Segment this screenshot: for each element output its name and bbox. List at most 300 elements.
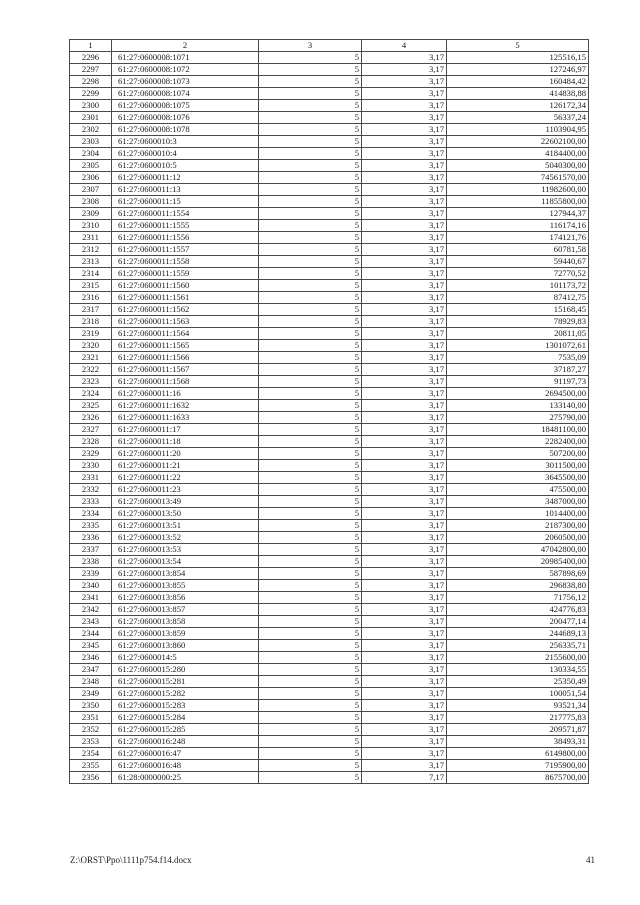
rate-cell: 3,17 [362,52,447,64]
group-cell: 5 [259,112,362,124]
value-cell: 74561570,00 [447,172,589,184]
rate-cell: 3,17 [362,664,447,676]
row-number-cell: 2304 [70,148,112,160]
value-cell: 256335,71 [447,640,589,652]
cadastral-number-cell: 61:27:0600008:1071 [112,52,259,64]
rate-cell: 3,17 [362,568,447,580]
table-row [70,772,589,784]
group-cell: 5 [259,544,362,556]
row-number-cell: 2311 [70,232,112,244]
row-number-cell: 2348 [70,676,112,688]
group-cell: 5 [259,352,362,364]
group-cell: 5 [259,100,362,112]
row-number-cell: 2342 [70,604,112,616]
row-number-cell: 2308 [70,196,112,208]
rate-cell: 3,17 [362,76,447,88]
cadastral-number-cell: 61:27:0600011:1633 [112,412,259,424]
group-cell: 5 [259,364,362,376]
cadastral-number-cell: 61:27:0600011:1558 [112,256,259,268]
table-row [70,400,589,412]
rate-cell: 3,17 [362,484,447,496]
table-row [70,604,589,616]
rate-cell: 3,17 [362,736,447,748]
value-cell: 3645500,00 [447,472,589,484]
rate-cell: 3,17 [362,232,447,244]
row-number-cell: 2328 [70,436,112,448]
rate-cell: 3,17 [362,760,447,772]
value-cell: 127944,37 [447,208,589,220]
column-header-2: 2 [112,40,259,52]
table-row [70,256,589,268]
row-number-cell: 2353 [70,736,112,748]
value-cell: 1014400,00 [447,508,589,520]
table-row [70,676,589,688]
value-cell: 1301072,61 [447,340,589,352]
rate-cell: 3,17 [362,580,447,592]
rate-cell: 3,17 [362,292,447,304]
value-cell: 116174,16 [447,220,589,232]
cadastral-number-cell: 61:27:0600015:282 [112,688,259,700]
value-cell: 296838,80 [447,580,589,592]
rate-cell: 3,17 [362,220,447,232]
value-cell: 126172,34 [447,100,589,112]
rate-cell: 3,17 [362,520,447,532]
group-cell: 5 [259,412,362,424]
cadastral-number-cell: 61:27:0600013:860 [112,640,259,652]
value-cell: 15168,45 [447,304,589,316]
value-cell: 217775,83 [447,712,589,724]
table-row [70,628,589,640]
cadastral-number-cell: 61:27:0600011:1563 [112,316,259,328]
cadastral-number-cell: 61:27:0600011:1562 [112,304,259,316]
group-cell: 5 [259,184,362,196]
rate-cell: 3,17 [362,424,447,436]
value-cell: 2694500,00 [447,388,589,400]
value-cell: 6149800,00 [447,748,589,760]
value-cell: 2282400,00 [447,436,589,448]
group-cell: 5 [259,592,362,604]
rate-cell: 3,17 [362,124,447,136]
group-cell: 5 [259,676,362,688]
row-number-cell: 2324 [70,388,112,400]
row-number-cell: 2297 [70,64,112,76]
cadastral-number-cell: 61:27:0600013:53 [112,544,259,556]
group-cell: 5 [259,316,362,328]
cadastral-number-cell: 61:27:0600011:1567 [112,364,259,376]
row-number-cell: 2329 [70,448,112,460]
table-row [70,652,589,664]
rate-cell: 3,17 [362,184,447,196]
group-cell: 5 [259,232,362,244]
row-number-cell: 2343 [70,616,112,628]
rate-cell: 3,17 [362,328,447,340]
rate-cell: 3,17 [362,340,447,352]
group-cell: 5 [259,196,362,208]
value-cell: 209571,87 [447,724,589,736]
table-row [70,688,589,700]
group-cell: 5 [259,136,362,148]
row-number-cell: 2323 [70,376,112,388]
cadastral-number-cell: 61:27:0600011:17 [112,424,259,436]
column-header-5: 5 [447,40,589,52]
rate-cell: 3,17 [362,712,447,724]
group-cell: 5 [259,520,362,532]
cadastral-number-cell: 61:27:0600008:1075 [112,100,259,112]
cadastral-number-cell: 61:27:0600010:4 [112,148,259,160]
row-number-cell: 2310 [70,220,112,232]
row-number-cell: 2313 [70,256,112,268]
value-cell: 93521,34 [447,700,589,712]
value-cell: 507200,00 [447,448,589,460]
table-row [70,484,589,496]
value-cell: 3011500,00 [447,460,589,472]
value-cell: 125516,15 [447,52,589,64]
rate-cell: 3,17 [362,100,447,112]
cadastral-number-cell: 61:27:0600016:47 [112,748,259,760]
table-row [70,712,589,724]
cadastral-number-cell: 61:27:0600016:48 [112,760,259,772]
rate-cell: 3,17 [362,544,447,556]
table-row [70,172,589,184]
row-number-cell: 2321 [70,352,112,364]
value-cell: 475500,00 [447,484,589,496]
table-row [70,496,589,508]
value-cell: 1103904,95 [447,124,589,136]
row-number-cell: 2351 [70,712,112,724]
cadastral-number-cell: 61:27:0600011:1555 [112,220,259,232]
value-cell: 3487000,00 [447,496,589,508]
group-cell: 5 [259,640,362,652]
value-cell: 37187,27 [447,364,589,376]
value-cell: 8675700,00 [447,772,589,784]
value-cell: 72770,52 [447,268,589,280]
table-row [70,208,589,220]
rate-cell: 3,17 [362,148,447,160]
rate-cell: 3,17 [362,376,447,388]
group-cell: 5 [259,340,362,352]
rate-cell: 3,17 [362,460,447,472]
table-row [70,472,589,484]
cadastral-number-cell: 61:27:0600014:5 [112,652,259,664]
cadastral-number-cell: 61:27:0600011:21 [112,460,259,472]
cadastral-number-cell: 61:27:0600015:280 [112,664,259,676]
table-row [70,244,589,256]
rate-cell: 3,17 [362,64,447,76]
row-number-cell: 2326 [70,412,112,424]
rate-cell: 3,17 [362,136,447,148]
cadastral-number-cell: 61:27:0600013:51 [112,520,259,532]
cadastral-number-cell: 61:27:0600011:18 [112,436,259,448]
row-number-cell: 2316 [70,292,112,304]
group-cell: 5 [259,448,362,460]
value-cell: 71756,12 [447,592,589,604]
cadastral-number-cell: 61:27:0600015:281 [112,676,259,688]
cadastral-number-cell: 61:27:0600011:1559 [112,268,259,280]
cadastral-number-cell: 61:27:0600011:23 [112,484,259,496]
table-row [70,736,589,748]
cadastral-number-cell: 61:27:0600011:1568 [112,376,259,388]
value-cell: 7195900,00 [447,760,589,772]
group-cell: 5 [259,472,362,484]
table-row [70,460,589,472]
table-row [70,292,589,304]
value-cell: 38493,31 [447,736,589,748]
value-cell: 4184400,00 [447,148,589,160]
row-number-cell: 2331 [70,472,112,484]
value-cell: 25350,49 [447,676,589,688]
row-number-cell: 2352 [70,724,112,736]
row-number-cell: 2354 [70,748,112,760]
cadastral-number-cell: 61:27:0600016:248 [112,736,259,748]
table-row [70,568,589,580]
table-row [70,64,589,76]
cadastral-number-cell: 61:27:0600011:1560 [112,280,259,292]
table-row [70,760,589,772]
cadastral-number-cell: 61:27:0600011:1556 [112,232,259,244]
group-cell: 5 [259,76,362,88]
column-header-3: 3 [259,40,362,52]
row-number-cell: 2322 [70,364,112,376]
cadastral-number-cell: 61:27:0600011:1557 [112,244,259,256]
group-cell: 5 [259,712,362,724]
data-table [69,39,589,784]
group-cell: 5 [259,160,362,172]
cadastral-number-cell: 61:27:0600008:1074 [112,88,259,100]
value-cell: 56337,24 [447,112,589,124]
table-row [70,436,589,448]
table-row [70,160,589,172]
value-cell: 87412,75 [447,292,589,304]
row-number-cell: 2296 [70,52,112,64]
table-row [70,376,589,388]
cadastral-number-cell: 61:27:0600011:20 [112,448,259,460]
row-number-cell: 2330 [70,460,112,472]
group-cell: 5 [259,52,362,64]
table-row [70,424,589,436]
group-cell: 5 [259,772,362,784]
rate-cell: 3,17 [362,616,447,628]
cadastral-number-cell: 61:27:0600013:855 [112,580,259,592]
rate-cell: 3,17 [362,400,447,412]
rate-cell: 3,17 [362,172,447,184]
row-number-cell: 2337 [70,544,112,556]
row-number-cell: 2336 [70,532,112,544]
group-cell: 5 [259,484,362,496]
row-number-cell: 2340 [70,580,112,592]
row-number-cell: 2318 [70,316,112,328]
cadastral-number-cell: 61:27:0600011:1566 [112,352,259,364]
row-number-cell: 2344 [70,628,112,640]
group-cell: 5 [259,724,362,736]
cadastral-number-cell: 61:27:0600008:1072 [112,64,259,76]
rate-cell: 3,17 [362,352,447,364]
table-row [70,544,589,556]
row-number-cell: 2307 [70,184,112,196]
rate-cell: 3,17 [362,508,447,520]
table-row [70,592,589,604]
row-number-cell: 2317 [70,304,112,316]
rate-cell: 3,17 [362,700,447,712]
table-body [70,52,589,784]
table-row [70,364,589,376]
cadastral-number-cell: 61:27:0600013:857 [112,604,259,616]
cadastral-number-cell: 61:27:0600011:1561 [112,292,259,304]
rate-cell: 3,17 [362,556,447,568]
row-number-cell: 2327 [70,424,112,436]
row-number-cell: 2355 [70,760,112,772]
value-cell: 130334,55 [447,664,589,676]
value-cell: 200477,14 [447,616,589,628]
row-number-cell: 2335 [70,520,112,532]
value-cell: 20811,05 [447,328,589,340]
table-row [70,556,589,568]
row-number-cell: 2314 [70,268,112,280]
footer-file-path: Z:\ORST\Ppo\1111p754.f14.docx [70,855,192,865]
rate-cell: 3,17 [362,256,447,268]
cadastral-number-cell: 61:27:0600011:16 [112,388,259,400]
cadastral-number-cell: 61:27:0600013:856 [112,592,259,604]
row-number-cell: 2302 [70,124,112,136]
rate-cell: 3,17 [362,388,447,400]
row-number-cell: 2299 [70,88,112,100]
cadastral-number-cell: 61:27:0600011:1632 [112,400,259,412]
value-cell: 59440,67 [447,256,589,268]
rate-cell: 3,17 [362,472,447,484]
rate-cell: 3,17 [362,688,447,700]
group-cell: 5 [259,244,362,256]
group-cell: 5 [259,376,362,388]
group-cell: 5 [259,208,362,220]
value-cell: 127246,97 [447,64,589,76]
row-number-cell: 2338 [70,556,112,568]
value-cell: 101173,72 [447,280,589,292]
table-row [70,112,589,124]
cadastral-number-cell: 61:27:0600013:50 [112,508,259,520]
cadastral-number-cell: 61:27:0600008:1076 [112,112,259,124]
row-number-cell: 2356 [70,772,112,784]
rate-cell: 3,17 [362,496,447,508]
group-cell: 5 [259,172,362,184]
rate-cell: 3,17 [362,112,447,124]
rate-cell: 3,17 [362,244,447,256]
group-cell: 5 [259,328,362,340]
value-cell: 18481100,00 [447,424,589,436]
rate-cell: 3,17 [362,160,447,172]
group-cell: 5 [259,220,362,232]
cadastral-number-cell: 61:28:0000000:25 [112,772,259,784]
group-cell: 5 [259,148,362,160]
value-cell: 22602100,00 [447,136,589,148]
row-number-cell: 2332 [70,484,112,496]
rate-cell: 3,17 [362,640,447,652]
cadastral-number-cell: 61:27:0600011:13 [112,184,259,196]
row-number-cell: 2339 [70,568,112,580]
cadastral-number-cell: 61:27:0600011:12 [112,172,259,184]
row-number-cell: 2303 [70,136,112,148]
group-cell: 5 [259,496,362,508]
rate-cell: 3,17 [362,676,447,688]
value-cell: 2060500,00 [447,532,589,544]
cadastral-number-cell: 61:27:0600011:1565 [112,340,259,352]
rate-cell: 3,17 [362,448,447,460]
cadastral-number-cell: 61:27:0600013:49 [112,496,259,508]
table-row [70,100,589,112]
cadastral-number-cell: 61:27:0600011:22 [112,472,259,484]
rate-cell: 3,17 [362,280,447,292]
group-cell: 5 [259,616,362,628]
column-header-1: 1 [70,40,112,52]
cadastral-number-cell: 61:27:0600015:284 [112,712,259,724]
value-cell: 100051,54 [447,688,589,700]
table-row [70,136,589,148]
cadastral-number-cell: 61:27:0600010:5 [112,160,259,172]
table-row [70,520,589,532]
group-cell: 5 [259,388,362,400]
group-cell: 5 [259,304,362,316]
table-row [70,328,589,340]
rate-cell: 3,17 [362,304,447,316]
cadastral-number-cell: 61:27:0600011:1554 [112,208,259,220]
row-number-cell: 2345 [70,640,112,652]
group-cell: 5 [259,664,362,676]
cadastral-number-cell: 61:27:0600013:52 [112,532,259,544]
cadastral-number-cell: 61:27:0600008:1078 [112,124,259,136]
row-number-cell: 2312 [70,244,112,256]
cadastral-number-cell: 61:27:0600013:54 [112,556,259,568]
table-row [70,280,589,292]
table-row [70,268,589,280]
group-cell: 5 [259,532,362,544]
rate-cell: 3,17 [362,592,447,604]
column-header-4: 4 [362,40,447,52]
table-row [70,316,589,328]
row-number-cell: 2325 [70,400,112,412]
value-cell: 424776,83 [447,604,589,616]
group-cell: 5 [259,460,362,472]
group-cell: 5 [259,280,362,292]
value-cell: 7535,09 [447,352,589,364]
table-row [70,448,589,460]
value-cell: 47042800,00 [447,544,589,556]
rate-cell: 3,17 [362,412,447,424]
group-cell: 5 [259,88,362,100]
rate-cell: 3,17 [362,724,447,736]
row-number-cell: 2306 [70,172,112,184]
group-cell: 5 [259,628,362,640]
group-cell: 5 [259,400,362,412]
table-row [70,412,589,424]
table-row [70,700,589,712]
table-row [70,352,589,364]
group-cell: 5 [259,292,362,304]
rate-cell: 3,17 [362,316,447,328]
value-cell: 174121,76 [447,232,589,244]
group-cell: 5 [259,424,362,436]
value-cell: 60781,58 [447,244,589,256]
table-row [70,508,589,520]
row-number-cell: 2301 [70,112,112,124]
value-cell: 20985400,00 [447,556,589,568]
row-number-cell: 2315 [70,280,112,292]
cadastral-number-cell: 61:27:0600015:283 [112,700,259,712]
table-row [70,184,589,196]
cadastral-number-cell: 61:27:0600008:1073 [112,76,259,88]
group-cell: 5 [259,556,362,568]
value-cell: 160484,42 [447,76,589,88]
rate-cell: 7,17 [362,772,447,784]
group-cell: 5 [259,124,362,136]
cadastral-number-cell: 61:27:0600013:858 [112,616,259,628]
